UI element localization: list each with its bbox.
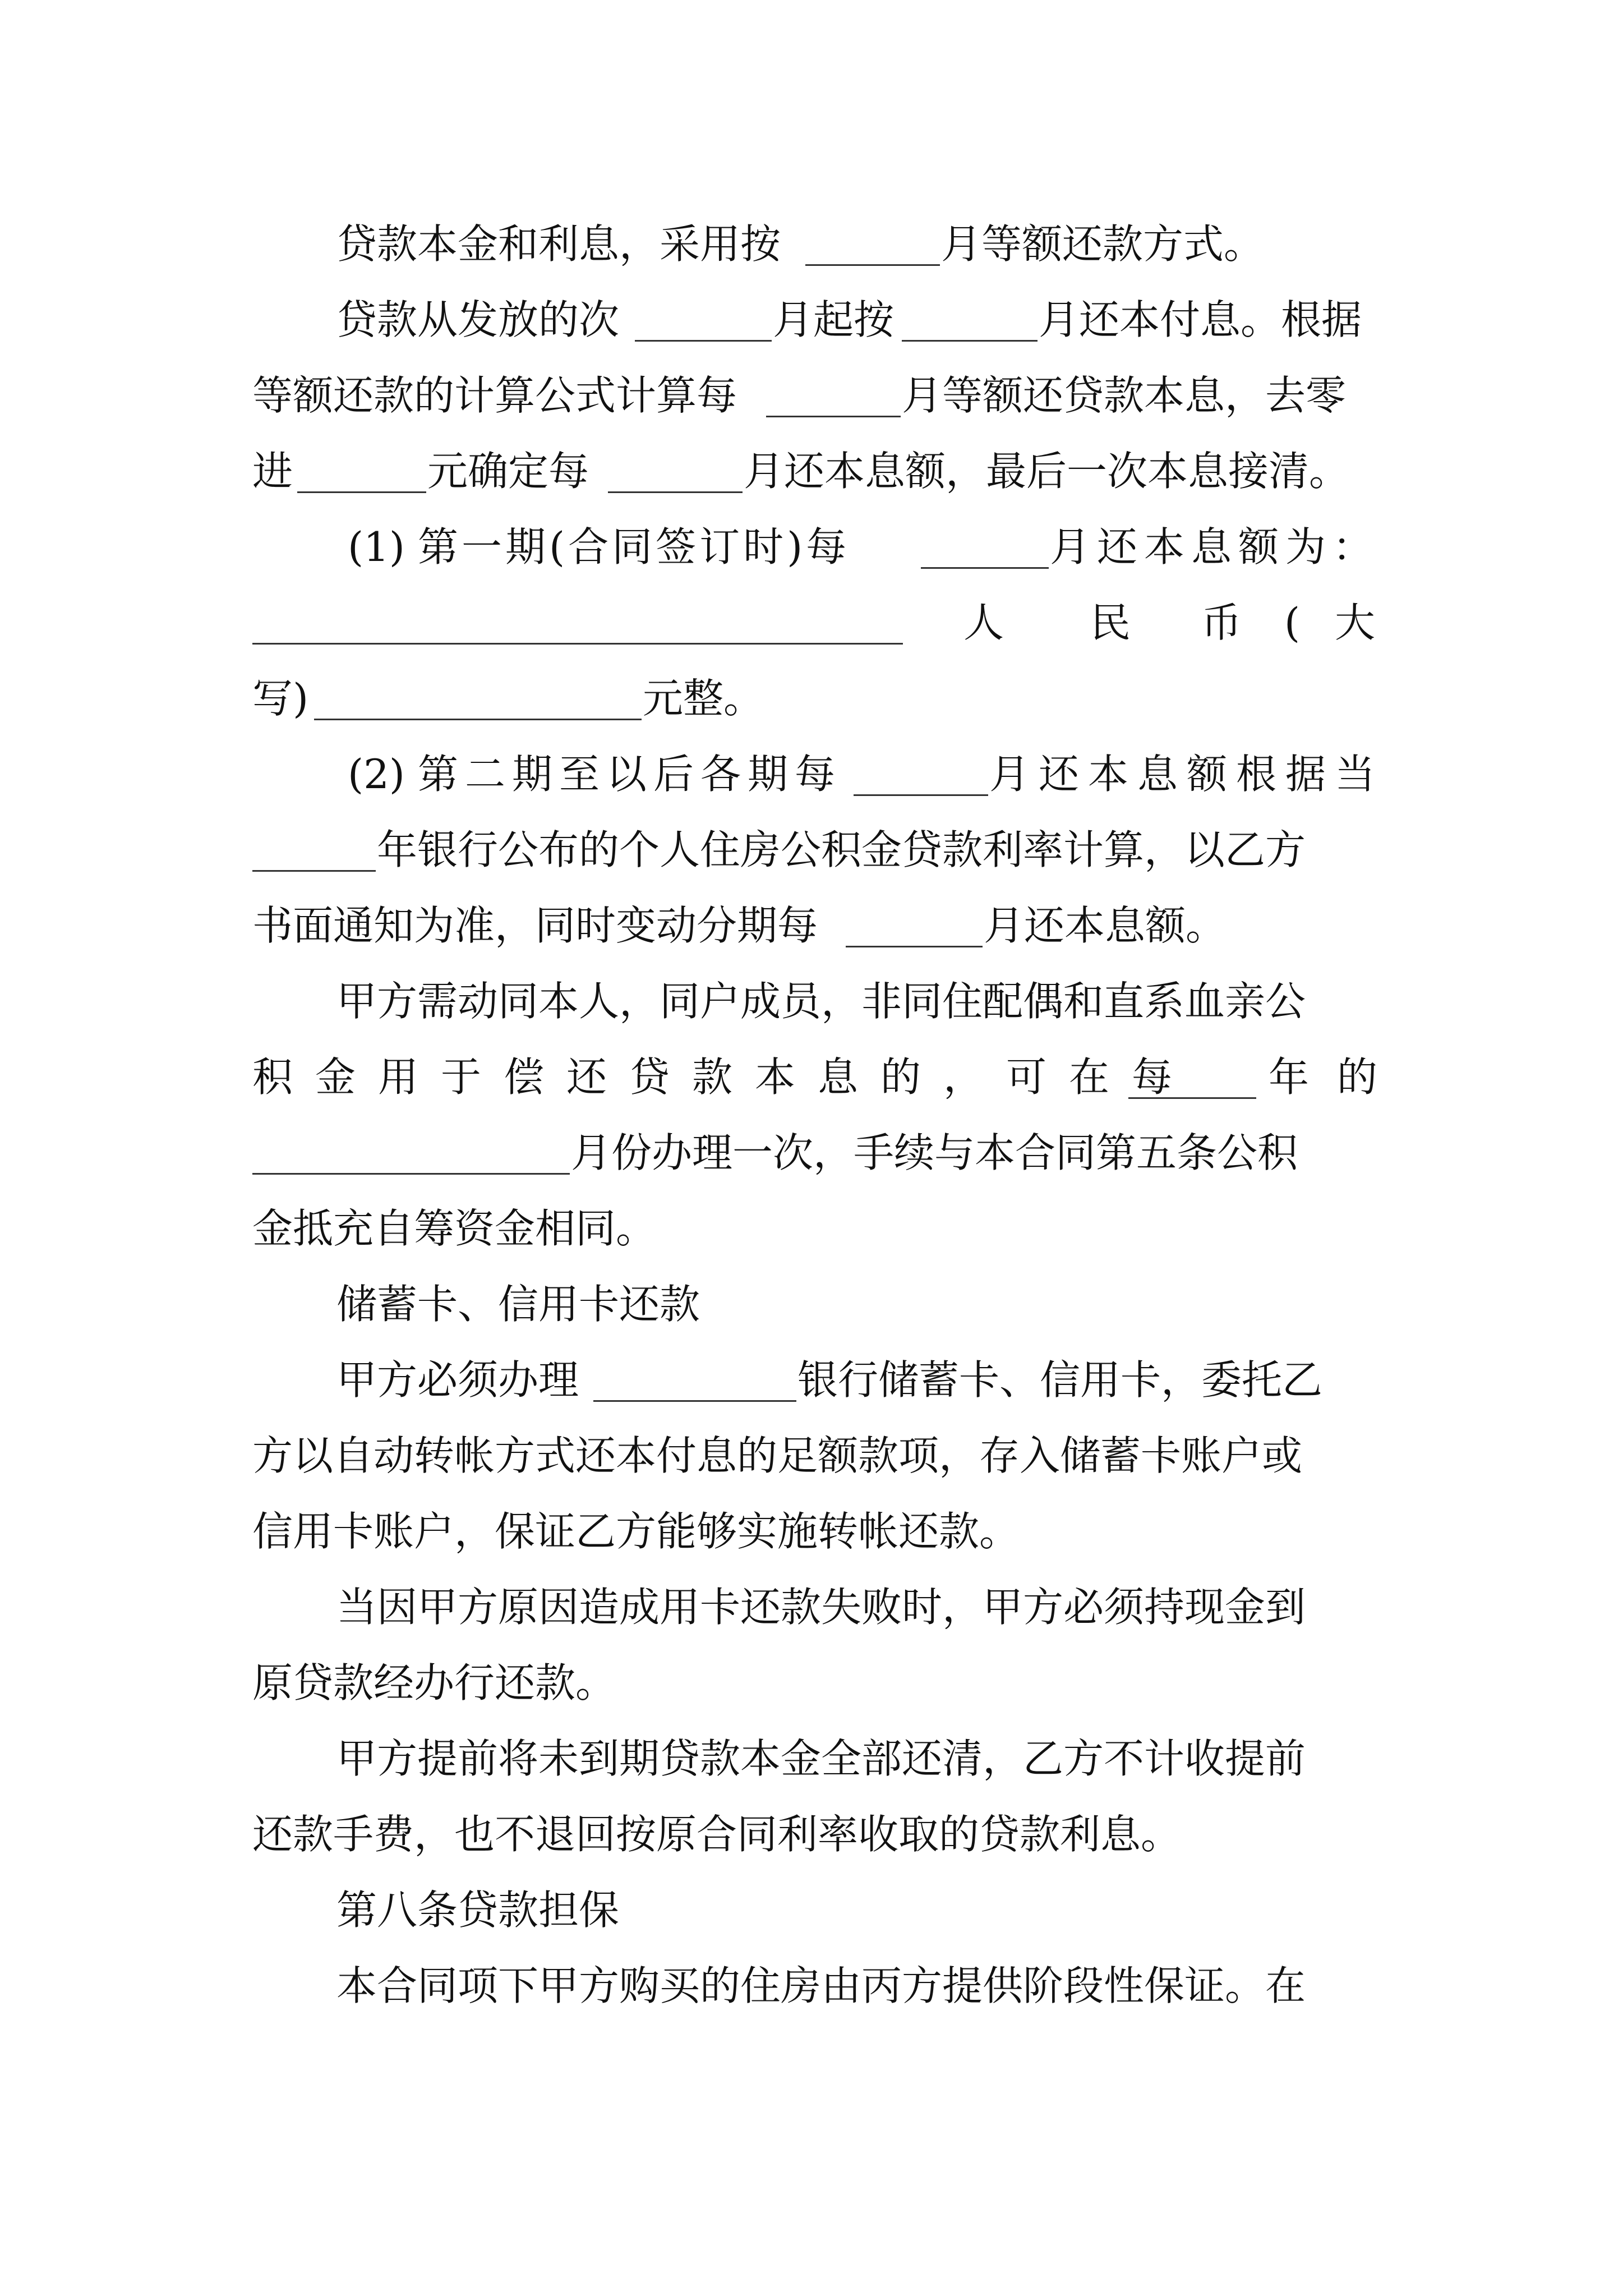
text-segment: 金抵充自筹资金相同。 <box>252 1205 657 1252</box>
text-line <box>0 659 1623 738</box>
fill-in-blank <box>252 643 903 645</box>
fill-in-blank <box>805 264 940 266</box>
text-segment: 月等额还款方式。 <box>941 220 1265 268</box>
fill-in-blank <box>902 340 1038 342</box>
text-line <box>0 886 1623 965</box>
text-segment: 还款手费，也不退回按原合同利率收取的贷款利息。 <box>252 1811 1182 1858</box>
text-line <box>0 1416 1623 1495</box>
text-segment: 月还本息额根据当 <box>989 751 1385 798</box>
text-line <box>0 356 1623 435</box>
text-line <box>0 1568 1623 1646</box>
text-segment: 第二期至以后各期每 <box>418 751 842 798</box>
text-line <box>0 205 1623 283</box>
text-line <box>0 1341 1623 1419</box>
section-heading: 储蓄卡、信用卡还款 <box>336 1281 700 1328</box>
text-line <box>0 280 1623 359</box>
text-segment: 积金用于偿还贷款本息的，可在每 <box>252 1053 1195 1101</box>
fill-in-blank <box>1128 1097 1256 1099</box>
text-segment: 月起按 <box>773 296 895 343</box>
text-segment: ( <box>1284 599 1301 646</box>
fill-in-blank <box>608 491 743 493</box>
fill-in-blank <box>314 719 642 720</box>
text-line <box>0 1114 1623 1192</box>
text-segment: 写) <box>252 675 309 722</box>
text-segment: 年的 <box>1269 1053 1406 1101</box>
text-segment: 年银行公布的个人住房公积金贷款利率计算，以乙方 <box>377 826 1306 873</box>
text-segment: 本合同项下甲方购买的住房由丙方提供阶段性保证。在 <box>336 1962 1306 2009</box>
text-segment: 月等额还贷款本息，去零 <box>902 372 1347 419</box>
text-line <box>0 1719 1623 1798</box>
text-segment: 信用卡账户，保证乙方能够实施转帐还款。 <box>252 1508 1020 1555</box>
fill-in-blank <box>854 794 988 796</box>
fill-in-blank <box>921 567 1049 569</box>
text-segment: 币 <box>1201 599 1242 646</box>
text-line <box>0 1265 1623 1343</box>
text-segment: 甲方必须办理 <box>336 1356 579 1404</box>
text-segment: 大 <box>1335 599 1376 646</box>
text-segment: 第一期(合同签订时)每 <box>418 523 850 570</box>
text-segment: 原贷款经办行还款。 <box>252 1659 616 1706</box>
text-line <box>0 1947 1623 2025</box>
text-segment: 进 <box>252 448 293 495</box>
text-line <box>0 1644 1623 1722</box>
text-segment: 月还本息额，最后一次本息接清。 <box>744 448 1350 495</box>
fill-in-blank <box>766 416 901 417</box>
article-heading: 第八条贷款担保 <box>336 1887 620 1934</box>
fill-in-blank <box>252 1173 570 1175</box>
text-line <box>0 962 1623 1041</box>
text-line <box>0 1189 1623 1268</box>
text-line <box>0 1795 1623 1874</box>
text-segment: 月还本息额。 <box>984 902 1227 949</box>
text-segment: 贷款本金和利息，采用按 <box>336 220 781 268</box>
text-segment: 月份办理一次，手续与本合同第五条公积 <box>571 1129 1298 1176</box>
fill-in-blank <box>635 340 772 342</box>
fill-in-blank <box>593 1400 796 1402</box>
fill-in-blank <box>252 870 376 872</box>
list-number: (2) <box>348 751 405 798</box>
text-segment: 当因甲方原因造成用卡还款失败时，甲方必须持现金到 <box>336 1584 1306 1631</box>
text-segment: 贷款从发放的次 <box>336 296 620 343</box>
text-line <box>0 1038 1623 1116</box>
text-segment: 元整。 <box>643 675 764 722</box>
text-segment: 月还本付息。根据 <box>1039 296 1362 343</box>
text-segment: 方以自动转帐方式还本付息的足额款项，存入储蓄卡账户或 <box>252 1432 1303 1479</box>
text-line <box>0 811 1623 889</box>
list-number: (1) <box>348 523 405 570</box>
text-segment: 甲方需动同本人，同户成员，非同住配偶和直系血亲公 <box>336 978 1306 1025</box>
text-segment: 人 <box>963 599 1004 646</box>
fill-in-blank <box>846 946 983 947</box>
text-line <box>0 508 1623 586</box>
text-segment: 等额还款的计算公式计算每 <box>252 372 737 419</box>
text-segment: 月还本息额为： <box>1050 523 1380 570</box>
text-line <box>0 1492 1623 1571</box>
text-line <box>0 735 1623 813</box>
text-segment: 民 <box>1090 599 1131 646</box>
text-segment: 书面通知为准，同时变动分期每 <box>252 902 818 949</box>
text-line <box>0 1871 1623 1949</box>
text-segment: 银行储蓄卡、信用卡，委托乙 <box>797 1356 1323 1404</box>
text-line <box>0 583 1623 662</box>
text-line <box>0 432 1623 510</box>
fill-in-blank <box>297 491 426 493</box>
text-segment: 元确定每 <box>427 448 589 495</box>
text-segment: 甲方提前将未到期贷款本金全部还清，乙方不计收提前 <box>336 1735 1306 1782</box>
